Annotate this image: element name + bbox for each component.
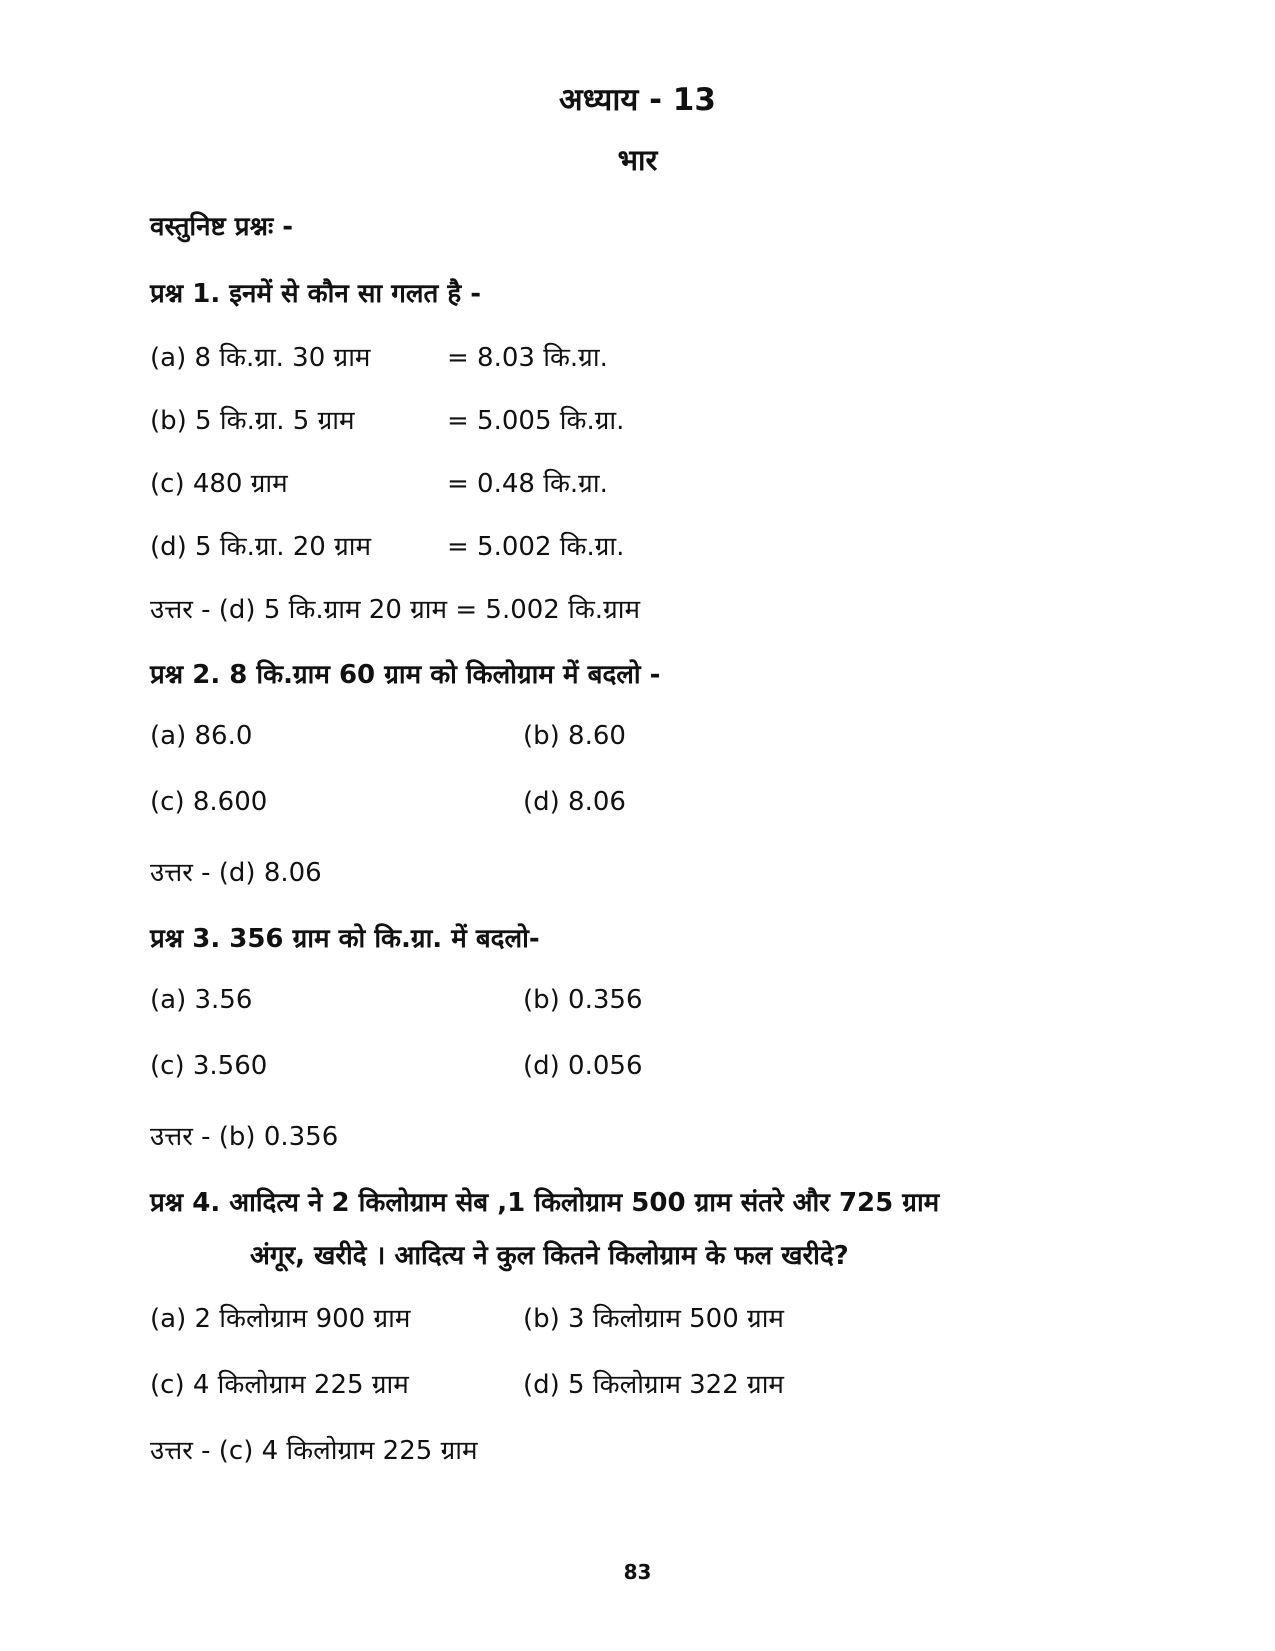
- q1-option-c: (c) 480 ग्राम: [150, 469, 288, 499]
- q1-answer: उत्तर - (d) 5 कि.ग्राम 20 ग्राम = 5.002 कि.ग्राम: [150, 595, 641, 625]
- q4-option-a: (a) 2 किलोग्राम 900 ग्राम: [150, 1304, 411, 1334]
- q1-option-c-value: = 0.48 कि.ग्रा.: [447, 469, 608, 499]
- q2-answer: उत्तर - (d) 8.06: [150, 858, 322, 888]
- q3-option-a: (a) 3.56: [150, 985, 253, 1015]
- chapter-heading: अध्याय - 13: [559, 82, 716, 118]
- topic-heading: भार: [617, 143, 658, 177]
- question-4-line-1: प्रश्न 4. आदित्य ने 2 किलोग्राम सेब ,1 किलोग्राम 500 ग्राम संतरे और 725 ग्राम: [150, 1188, 940, 1218]
- section-title: वस्तुनिष्ट प्रश्नः -: [150, 212, 294, 242]
- q2-option-d: (d) 8.06: [523, 787, 626, 817]
- page-number: 83: [623, 1560, 652, 1584]
- question-1: प्रश्न 1. इनमें से कौन सा गलत है -: [150, 279, 482, 309]
- q2-option-c: (c) 8.600: [150, 787, 268, 817]
- q1-option-b: (b) 5 कि.ग्रा. 5 ग्राम: [150, 406, 355, 436]
- q1-option-a-value: = 8.03 कि.ग्रा.: [447, 343, 608, 373]
- q4-option-d: (d) 5 किलोग्राम 322 ग्राम: [523, 1370, 784, 1400]
- q1-option-a: (a) 8 कि.ग्रा. 30 ग्राम: [150, 343, 371, 373]
- q2-option-a: (a) 86.0: [150, 721, 253, 751]
- q4-answer: उत्तर - (c) 4 किलोग्राम 225 ग्राम: [150, 1436, 478, 1466]
- q3-option-d: (d) 0.056: [523, 1051, 643, 1081]
- q3-option-b: (b) 0.356: [523, 985, 643, 1015]
- q3-option-c: (c) 3.560: [150, 1051, 268, 1081]
- q1-option-d-value: = 5.002 कि.ग्रा.: [447, 532, 625, 562]
- q1-option-d: (d) 5 कि.ग्रा. 20 ग्राम: [150, 532, 372, 562]
- q2-option-b: (b) 8.60: [523, 721, 626, 751]
- q3-answer: उत्तर - (b) 0.356: [150, 1122, 339, 1152]
- question-4-line-2: अंगूर, खरीदे । आदित्य ने कुल कितने किलोग्राम के फल खरीदे?: [250, 1241, 849, 1271]
- question-2: प्रश्न 2. 8 कि.ग्राम 60 ग्राम को किलोग्राम में बदलो -: [150, 660, 661, 690]
- q1-option-b-value: = 5.005 कि.ग्रा.: [447, 406, 625, 436]
- question-3: प्रश्न 3. 356 ग्राम को कि.ग्रा. में बदलो-: [150, 924, 540, 954]
- q4-option-c: (c) 4 किलोग्राम 225 ग्राम: [150, 1370, 409, 1400]
- q4-option-b: (b) 3 किलोग्राम 500 ग्राम: [523, 1304, 784, 1334]
